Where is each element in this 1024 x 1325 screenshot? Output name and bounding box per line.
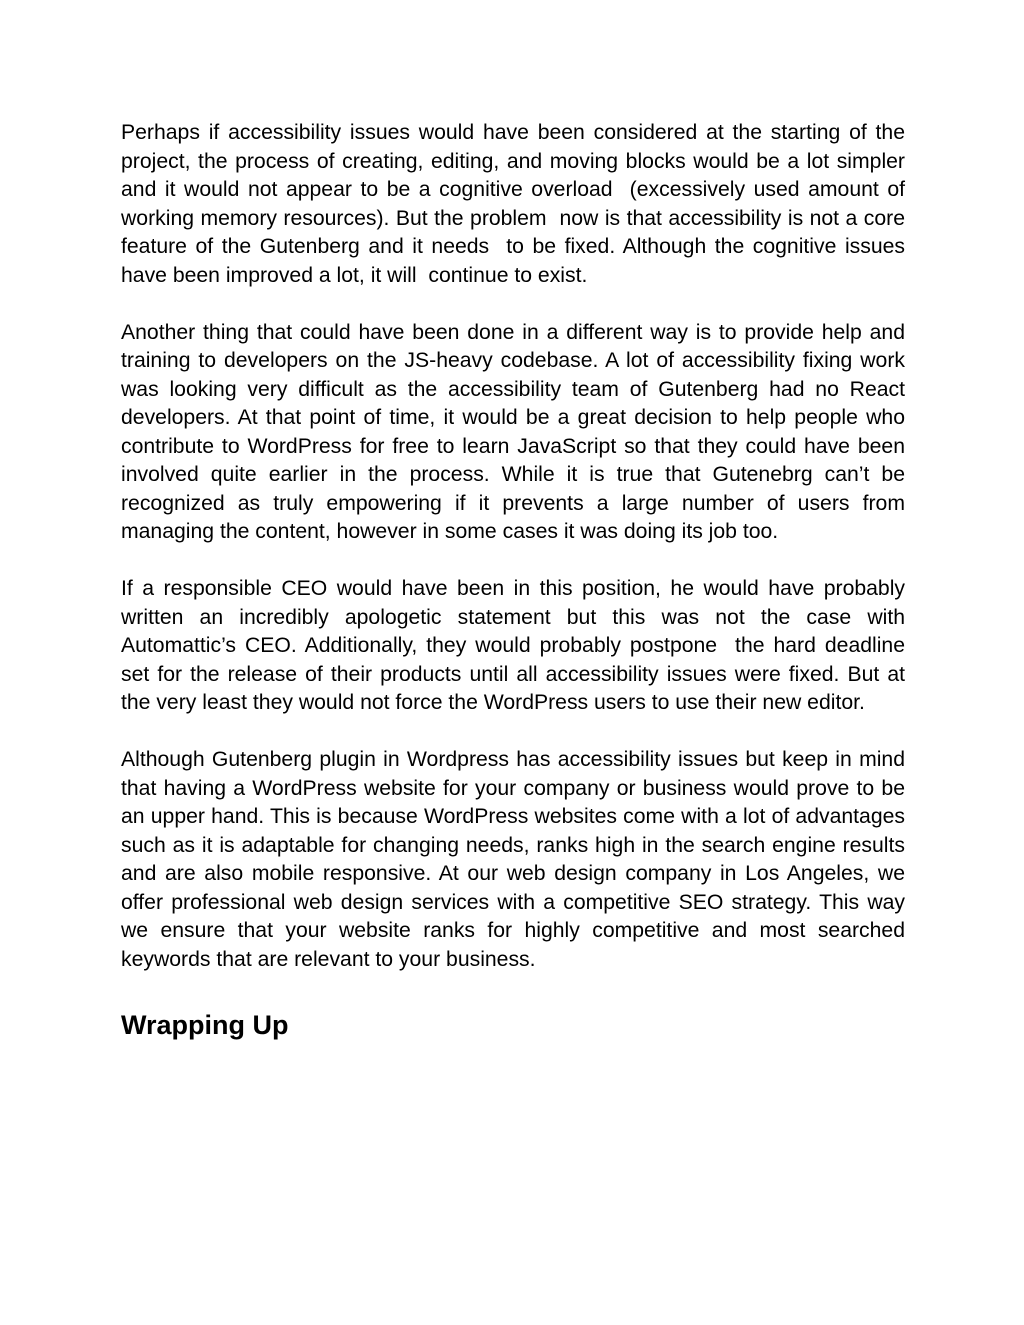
paragraph-responsible-ceo: If a responsible CEO would have been in this position, he would have probably written an incredibly apologetic statement but this was not the case with Automattic’s CEO. Additionally, they would probably postpone the hard deadline set for the release of their products until all accessibility issues were fixed. But at the very least they would not force the WordPress users to use their new editor.: [121, 577, 911, 714]
section-heading: Wrapping Up: [121, 1009, 289, 1040]
paragraph-wordpress-advantages: Although Gutenberg plugin in Wordpress has accessibility issues but keep in mind that having a WordPress website for your company or business would prove to be an upper hand. This is because WordPress websites come with a lot of advantages such as it is adaptable for changing needs, ranks high in the search engine results and are also mobile responsive. At our web design company in Los Angeles, we offer professional web design services with a competitive SEO strategy. This way we ensure that your website ranks for highly competitive and most searched keywords that are relevant to your business.: [121, 748, 911, 971]
document-page: [121, 119, 911, 1042]
paragraph-developer-training: Another thing that could have been done in a different way is to provide help and training to developers on the JS-heavy codebase. A lot of accessibility fixing work was looking very difficult as the accessibility team of Gutenberg had no React developers. At that point of time, it would be a great decision to help people who contribute to WordPress for free to learn JavaScript so that they could have been involved quite earlier in the process. While it is true that Gutenebrg can’t be recognized as truly empowering if it prevents a large number of users from managing the content, however in some cases it was doing its job too.: [121, 320, 911, 543]
paragraph-accessibility-consideration: Perhaps if accessibility issues would have been considered at the starting of the project, the process of creating, editing, and moving blocks would be a lot simpler and it would not appear to be a cognitive overload (excessively used amount of working memory resources). But the problem now is that accessibility is not a core feature of the Gutenberg and it needs to be fixed. Although the cognitive issues have been improved a lot, it will continue to exist.: [121, 121, 911, 287]
